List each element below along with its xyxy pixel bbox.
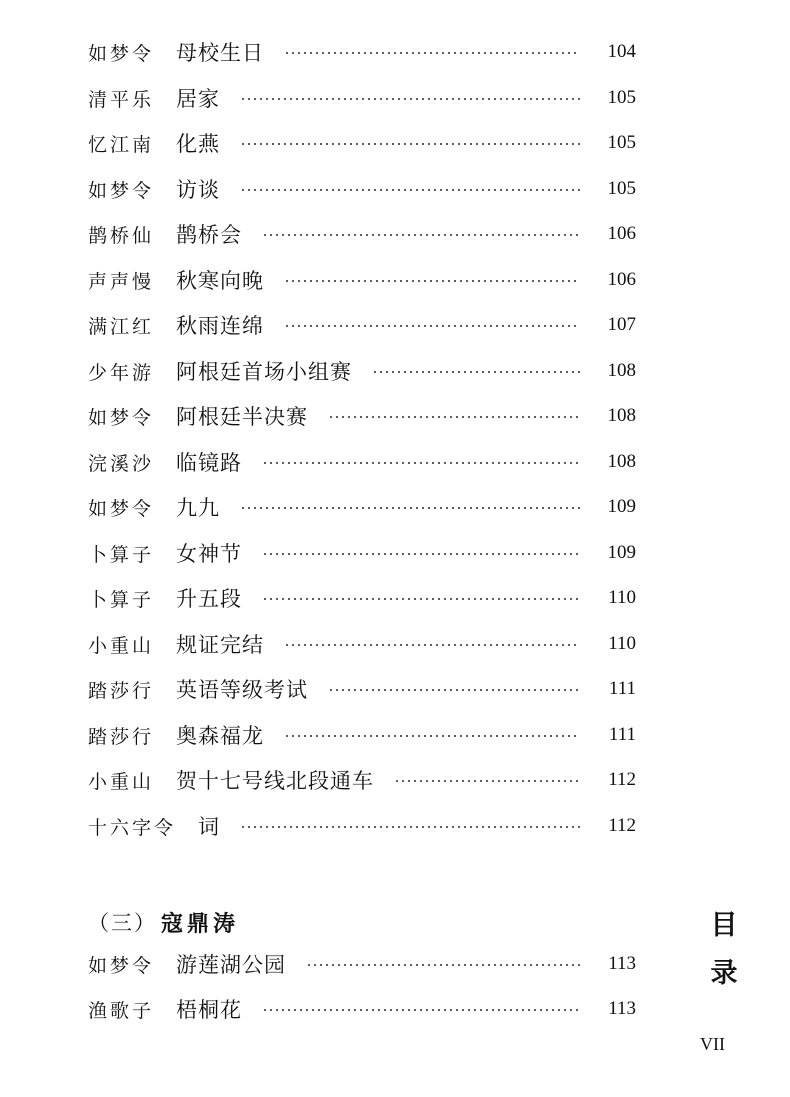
- entry-title: 奥森福龙: [176, 724, 265, 748]
- entry-page: 105: [607, 87, 636, 108]
- entry-page: 104: [607, 41, 636, 62]
- side-label-contents: [708, 902, 740, 998]
- dot-leader: [240, 189, 580, 191]
- entry-page: 111: [608, 678, 636, 699]
- entry-title: 秋雨连绵: [176, 314, 265, 338]
- dot-leader: [240, 98, 580, 100]
- dot-leader: [262, 1009, 580, 1011]
- entry-title: 阿根廷半决赛: [176, 405, 309, 429]
- tune-name: 浣溪沙: [88, 452, 155, 475]
- tune-name: 十六字令: [88, 816, 177, 839]
- toc-entry[interactable]: [88, 811, 636, 841]
- entry-page: 108: [607, 405, 636, 426]
- entry-title: 规证完结: [176, 633, 265, 657]
- tune-name: 声声慢: [88, 270, 155, 293]
- entry-title: 梧桐花: [176, 998, 243, 1022]
- toc-entry[interactable]: [88, 447, 636, 477]
- toc-entry[interactable]: [88, 674, 636, 704]
- entry-title: 英语等级考试: [176, 678, 309, 702]
- toc-entry[interactable]: [88, 401, 636, 431]
- tune-name: 小重山: [88, 770, 155, 793]
- entry-page: 105: [607, 178, 636, 199]
- tune-name: 如梦令: [88, 42, 155, 65]
- toc-entry[interactable]: [88, 174, 636, 204]
- tune-name: 满江红: [88, 315, 155, 338]
- entry-title: 鹊桥会: [176, 223, 243, 247]
- tune-name: 小重山: [88, 634, 155, 657]
- entry-page: 106: [607, 223, 636, 244]
- entry-title: 阿根廷首场小组赛: [176, 360, 353, 384]
- entry-title: 居家: [176, 87, 221, 111]
- toc-entry[interactable]: [88, 128, 636, 158]
- dot-leader: [284, 735, 580, 737]
- entry-title: 升五段: [176, 587, 243, 611]
- entry-title: 母校生日: [176, 41, 265, 65]
- tune-name: 卜算子: [88, 543, 155, 566]
- section-author: 寇鼎涛: [161, 911, 240, 937]
- tune-name: 如梦令: [88, 406, 155, 429]
- entry-page: 109: [607, 542, 636, 563]
- entry-title: 词: [198, 815, 221, 839]
- entry-page: 106: [607, 269, 636, 290]
- entry-title: 游莲湖公园: [176, 953, 287, 977]
- dot-leader: [394, 780, 580, 782]
- toc-entry[interactable]: [88, 765, 636, 795]
- dot-leader: [240, 826, 580, 828]
- section-number: （三）: [88, 911, 157, 935]
- entry-page: 113: [608, 953, 636, 974]
- tune-name: 如梦令: [88, 954, 155, 977]
- entry-title: 贺十七号线北段通车: [176, 769, 375, 793]
- entry-title: 访谈: [176, 178, 221, 202]
- entry-title: 秋寒向晚: [176, 269, 265, 293]
- toc-entry[interactable]: [88, 720, 636, 750]
- tune-name: 清平乐: [88, 88, 155, 111]
- entry-page: 110: [608, 587, 636, 608]
- entry-page: 113: [608, 998, 636, 1019]
- entry-page: 109: [607, 496, 636, 517]
- toc-entry[interactable]: [88, 538, 636, 568]
- toc-entry[interactable]: [88, 219, 636, 249]
- toc-entry[interactable]: [88, 583, 636, 613]
- entry-page: 112: [608, 769, 636, 790]
- entry-page: 110: [608, 633, 636, 654]
- tune-name: 忆江南: [88, 133, 155, 156]
- dot-leader: [372, 371, 580, 373]
- side-label-char: 目: [710, 910, 738, 941]
- entry-title: 九九: [176, 496, 221, 520]
- dot-leader: [262, 462, 580, 464]
- dot-leader: [328, 689, 580, 691]
- tune-name: 少年游: [88, 361, 155, 384]
- entry-page: 105: [607, 132, 636, 153]
- toc-entry[interactable]: [88, 37, 636, 67]
- toc-entry[interactable]: [88, 949, 636, 979]
- tune-name: 踏莎行: [88, 679, 155, 702]
- toc-entry[interactable]: [88, 310, 636, 340]
- entry-title: 女神节: [176, 542, 243, 566]
- entry-page: 108: [607, 451, 636, 472]
- tune-name: 踏莎行: [88, 725, 155, 748]
- dot-leader: [284, 280, 580, 282]
- dot-leader: [328, 416, 580, 418]
- tune-name: 卜算子: [88, 588, 155, 611]
- toc-entry[interactable]: [88, 83, 636, 113]
- entry-page: 108: [607, 360, 636, 381]
- toc-entry[interactable]: [88, 356, 636, 386]
- dot-leader: [284, 52, 580, 54]
- dot-leader: [284, 325, 580, 327]
- entry-page: 111: [608, 724, 636, 745]
- dot-leader: [240, 507, 580, 509]
- toc-entry[interactable]: [88, 994, 636, 1024]
- tune-name: 渔歌子: [88, 999, 155, 1022]
- side-label-char: 录: [710, 958, 738, 989]
- tune-name: 鹊桥仙: [88, 224, 155, 247]
- dot-leader: [240, 143, 580, 145]
- entry-title: 化燕: [176, 132, 221, 156]
- dot-leader: [284, 644, 580, 646]
- dot-leader: [262, 234, 580, 236]
- entry-page: 112: [608, 815, 636, 836]
- entry-page: 107: [607, 314, 636, 335]
- toc-entry[interactable]: [88, 265, 636, 295]
- dot-leader: [262, 598, 580, 600]
- section-heading[interactable]: [88, 906, 239, 938]
- toc-entry[interactable]: [88, 629, 636, 659]
- tune-name: 如梦令: [88, 179, 155, 202]
- dot-leader: [262, 553, 580, 555]
- dot-leader: [306, 964, 580, 966]
- toc-entry[interactable]: [88, 492, 636, 522]
- tune-name: 如梦令: [88, 497, 155, 520]
- entry-title: 临镜路: [176, 451, 243, 475]
- page-number: VII: [700, 1034, 725, 1054]
